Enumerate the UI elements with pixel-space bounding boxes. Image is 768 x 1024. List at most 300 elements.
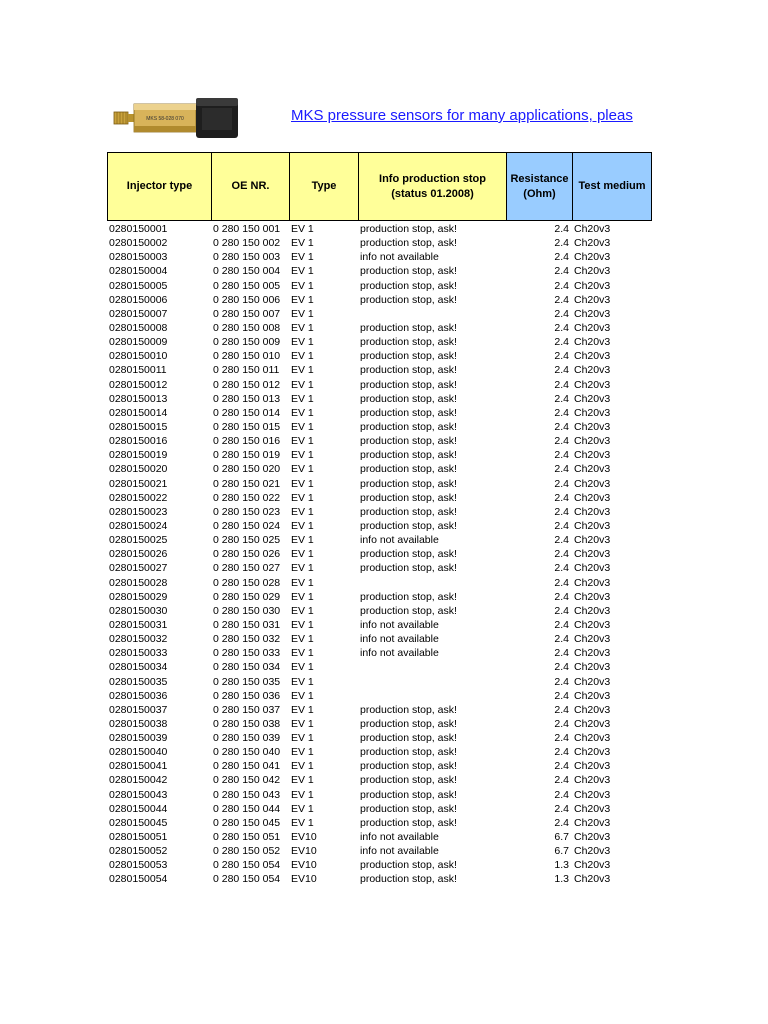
cell-type: EV 1	[291, 802, 314, 815]
table-row	[107, 434, 652, 448]
cell-test-medium: Ch20v3	[574, 293, 611, 306]
cell-test-medium: Ch20v3	[574, 350, 611, 363]
cell-oe-nr: 0 280 150 023	[213, 505, 281, 518]
cell-type: EV 1	[291, 251, 314, 264]
cell-type: EV 1	[291, 590, 314, 603]
cell-info: production stop, ask!	[360, 859, 457, 872]
cell-type: EV 1	[291, 675, 314, 688]
table-row	[107, 561, 652, 575]
cell-resistance: 2.4	[554, 548, 569, 561]
header-resistance-line2: (Ohm)	[523, 187, 556, 200]
cell-oe-nr: 0 280 150 003	[213, 251, 281, 264]
cell-info: production stop, ask!	[360, 604, 457, 617]
table-row	[107, 660, 652, 674]
cell-oe-nr: 0 280 150 031	[213, 618, 281, 631]
cell-injector-type: 0280150045	[109, 816, 168, 829]
cell-type: EV 1	[291, 307, 314, 320]
cell-resistance: 2.4	[554, 675, 569, 688]
cell-info: production stop, ask!	[360, 336, 457, 349]
table-row	[107, 349, 652, 363]
cell-injector-type: 0280150038	[109, 717, 168, 730]
cell-injector-type: 0280150037	[109, 703, 168, 716]
cell-test-medium: Ch20v3	[574, 491, 611, 504]
table-row	[107, 689, 652, 703]
cell-test-medium: Ch20v3	[574, 760, 611, 773]
cell-info: info not available	[360, 845, 439, 858]
cell-info: production stop, ask!	[360, 732, 457, 745]
cell-injector-type: 0280150023	[109, 505, 168, 518]
cell-test-medium: Ch20v3	[574, 703, 611, 716]
cell-resistance: 2.4	[554, 491, 569, 504]
table-row	[107, 618, 652, 632]
cell-resistance: 1.3	[554, 859, 569, 872]
cell-info: production stop, ask!	[360, 746, 457, 759]
cell-info: production stop, ask!	[360, 816, 457, 829]
header-resistance-line1: Resistance	[510, 172, 569, 185]
cell-oe-nr: 0 280 150 015	[213, 420, 281, 433]
cell-injector-type: 0280150034	[109, 661, 168, 674]
cell-info	[358, 576, 506, 590]
cell-info: production stop, ask!	[360, 279, 457, 292]
cell-resistance: 2.4	[554, 562, 569, 575]
cell-injector-type: 0280150010	[109, 350, 168, 363]
table-row	[107, 646, 652, 660]
cell-type: EV 1	[291, 576, 314, 589]
cell-resistance: 2.4	[554, 717, 569, 730]
table-row	[107, 858, 652, 872]
cell-oe-nr: 0 280 150 026	[213, 548, 281, 561]
cell-resistance: 2.4	[554, 590, 569, 603]
header-type: Type	[289, 152, 358, 221]
cell-oe-nr: 0 280 150 054	[213, 859, 281, 872]
cell-info: production stop, ask!	[360, 392, 457, 405]
cell-injector-type: 0280150053	[109, 859, 168, 872]
cell-oe-nr: 0 280 150 036	[213, 689, 281, 702]
cell-resistance: 2.4	[554, 420, 569, 433]
cell-type: EV 1	[291, 604, 314, 617]
cell-type: EV 1	[291, 689, 314, 702]
cell-info	[358, 660, 506, 674]
cell-oe-nr: 0 280 150 019	[213, 449, 281, 462]
cell-info: production stop, ask!	[360, 548, 457, 561]
table-row	[107, 675, 652, 689]
cell-test-medium: Ch20v3	[574, 321, 611, 334]
cell-oe-nr: 0 280 150 012	[213, 378, 281, 391]
cell-type: EV 1	[291, 774, 314, 787]
cell-resistance: 2.4	[554, 760, 569, 773]
cell-test-medium: Ch20v3	[574, 647, 611, 660]
table-row	[107, 392, 652, 406]
cell-info: production stop, ask!	[360, 364, 457, 377]
table-row	[107, 236, 652, 250]
cell-type: EV 1	[291, 661, 314, 674]
table-row	[107, 321, 652, 335]
cell-type: EV 1	[291, 406, 314, 419]
cell-type: EV 1	[291, 237, 314, 250]
table-row	[107, 802, 652, 816]
table-row	[107, 519, 652, 533]
cell-resistance: 2.4	[554, 604, 569, 617]
cell-test-medium: Ch20v3	[574, 307, 611, 320]
cell-injector-type: 0280150001	[109, 223, 168, 235]
table-row	[107, 406, 652, 420]
cell-injector-type: 0280150006	[109, 293, 168, 306]
cell-oe-nr: 0 280 150 032	[213, 633, 281, 646]
cell-oe-nr: 0 280 150 021	[213, 477, 281, 490]
cell-injector-type: 0280150051	[109, 831, 168, 844]
table-row	[107, 462, 652, 476]
cell-injector-type: 0280150020	[109, 463, 168, 476]
cell-test-medium: Ch20v3	[574, 633, 611, 646]
cell-oe-nr: 0 280 150 037	[213, 703, 281, 716]
cell-resistance: 2.4	[554, 816, 569, 829]
table-row	[107, 378, 652, 392]
cell-injector-type: 0280150003	[109, 251, 168, 264]
cell-type: EV 1	[291, 717, 314, 730]
cell-test-medium: Ch20v3	[574, 562, 611, 575]
cell-oe-nr: 0 280 150 014	[213, 406, 281, 419]
cell-oe-nr: 0 280 150 028	[213, 576, 281, 589]
cell-test-medium: Ch20v3	[574, 604, 611, 617]
cell-type: EV 1	[291, 265, 314, 278]
cell-type: EV 1	[291, 321, 314, 334]
cell-test-medium: Ch20v3	[574, 519, 611, 532]
cell-oe-nr: 0 280 150 034	[213, 661, 281, 674]
table-row	[107, 717, 652, 731]
cell-resistance: 2.4	[554, 576, 569, 589]
cell-type: EV 1	[291, 633, 314, 646]
table-row	[107, 363, 652, 377]
cell-test-medium: Ch20v3	[574, 831, 611, 844]
table-row	[107, 448, 652, 462]
cell-type: EV 1	[291, 788, 314, 801]
cell-type: EV 1	[291, 505, 314, 518]
cell-test-medium: Ch20v3	[574, 675, 611, 688]
cell-resistance: 2.4	[554, 350, 569, 363]
header-info-production-stop	[358, 152, 506, 221]
cell-info	[358, 675, 506, 689]
cell-resistance: 2.4	[554, 307, 569, 320]
cell-info: production stop, ask!	[360, 449, 457, 462]
cell-injector-type: 0280150029	[109, 590, 168, 603]
cell-injector-type: 0280150054	[109, 873, 168, 886]
table-row	[107, 731, 652, 745]
cell-oe-nr: 0 280 150 004	[213, 265, 281, 278]
header-injector-type: Injector type	[107, 152, 211, 221]
cell-test-medium: Ch20v3	[574, 265, 611, 278]
cell-resistance: 2.4	[554, 703, 569, 716]
cell-injector-type: 0280150015	[109, 420, 168, 433]
cell-oe-nr: 0 280 150 054	[213, 873, 281, 886]
cell-oe-nr: 0 280 150 024	[213, 519, 281, 532]
cell-type: EV 1	[291, 223, 314, 235]
table-row	[107, 279, 652, 293]
cell-type: EV 1	[291, 618, 314, 631]
cell-resistance: 6.7	[554, 845, 569, 858]
banner-link[interactable]: MKS pressure sensors for many applications, pleas	[291, 107, 633, 124]
table-row	[107, 590, 652, 604]
cell-info: production stop, ask!	[360, 435, 457, 448]
cell-test-medium: Ch20v3	[574, 788, 611, 801]
cell-type: EV 1	[291, 364, 314, 377]
cell-info: production stop, ask!	[360, 237, 457, 250]
cell-info: production stop, ask!	[360, 420, 457, 433]
cell-info: production stop, ask!	[360, 519, 457, 532]
table-row	[107, 420, 652, 434]
table-row	[107, 477, 652, 491]
cell-type: EV 1	[291, 477, 314, 490]
cell-type: EV 1	[291, 519, 314, 532]
cell-type: EV 1	[291, 435, 314, 448]
cell-oe-nr: 0 280 150 001	[213, 223, 281, 235]
cell-injector-type: 0280150016	[109, 435, 168, 448]
header-info-line2: (status 01.2008)	[391, 187, 474, 200]
cell-oe-nr: 0 280 150 041	[213, 760, 281, 773]
table-row	[107, 222, 652, 236]
cell-injector-type: 0280150039	[109, 732, 168, 745]
cell-resistance: 2.4	[554, 336, 569, 349]
cell-test-medium: Ch20v3	[574, 746, 611, 759]
cell-resistance: 2.4	[554, 802, 569, 815]
table-row	[107, 533, 652, 547]
cell-type: EV 1	[291, 647, 314, 660]
cell-injector-type: 0280150028	[109, 576, 168, 589]
cell-type: EV 1	[291, 336, 314, 349]
table-row	[107, 335, 652, 349]
header-info-line1: Info production stop	[379, 172, 486, 185]
cell-type: EV 1	[291, 350, 314, 363]
cell-info: production stop, ask!	[360, 463, 457, 476]
cell-info: info not available	[360, 251, 439, 264]
cell-test-medium: Ch20v3	[574, 717, 611, 730]
cell-injector-type: 0280150042	[109, 774, 168, 787]
table-row	[107, 844, 652, 858]
cell-oe-nr: 0 280 150 002	[213, 237, 281, 250]
cell-type: EV 1	[291, 463, 314, 476]
cell-test-medium: Ch20v3	[574, 237, 611, 250]
cell-oe-nr: 0 280 150 039	[213, 732, 281, 745]
cell-type: EV 1	[291, 562, 314, 575]
cell-info: info not available	[360, 831, 439, 844]
cell-info: production stop, ask!	[360, 321, 457, 334]
cell-test-medium: Ch20v3	[574, 816, 611, 829]
cell-oe-nr: 0 280 150 033	[213, 647, 281, 660]
cell-oe-nr: 0 280 150 027	[213, 562, 281, 575]
cell-resistance: 6.7	[554, 831, 569, 844]
cell-test-medium: Ch20v3	[574, 364, 611, 377]
cell-oe-nr: 0 280 150 010	[213, 350, 281, 363]
table-row	[107, 703, 652, 717]
cell-info: production stop, ask!	[360, 293, 457, 306]
cell-test-medium: Ch20v3	[574, 590, 611, 603]
cell-test-medium: Ch20v3	[574, 845, 611, 858]
table-row	[107, 505, 652, 519]
cell-resistance: 2.4	[554, 618, 569, 631]
cell-oe-nr: 0 280 150 052	[213, 845, 281, 858]
cell-resistance: 2.4	[554, 647, 569, 660]
cell-resistance: 2.4	[554, 279, 569, 292]
table-row	[107, 250, 652, 264]
cell-test-medium: Ch20v3	[574, 618, 611, 631]
cell-resistance: 2.4	[554, 364, 569, 377]
cell-type: EV 1	[291, 378, 314, 391]
cell-injector-type: 0280150014	[109, 406, 168, 419]
cell-type: EV 1	[291, 449, 314, 462]
cell-info	[358, 689, 506, 703]
cell-info: production stop, ask!	[360, 406, 457, 419]
cell-type: EV 1	[291, 816, 314, 829]
cell-oe-nr: 0 280 150 022	[213, 491, 281, 504]
table-row	[107, 264, 652, 278]
cell-injector-type: 0280150007	[109, 307, 168, 320]
cell-resistance: 2.4	[554, 689, 569, 702]
cell-resistance: 2.4	[554, 223, 569, 235]
cell-type: EV 1	[291, 732, 314, 745]
cell-test-medium: Ch20v3	[574, 802, 611, 815]
cell-oe-nr: 0 280 150 011	[213, 364, 280, 377]
cell-oe-nr: 0 280 150 029	[213, 590, 281, 603]
cell-resistance: 2.4	[554, 505, 569, 518]
table-row	[107, 491, 652, 505]
cell-resistance: 2.4	[554, 321, 569, 334]
cell-oe-nr: 0 280 150 009	[213, 336, 281, 349]
cell-resistance: 2.4	[554, 293, 569, 306]
cell-type: EV 1	[291, 420, 314, 433]
cell-resistance: 1.3	[554, 873, 569, 886]
cell-resistance: 2.4	[554, 477, 569, 490]
header-test-medium: Test medium	[572, 152, 652, 221]
cell-test-medium: Ch20v3	[574, 378, 611, 391]
cell-resistance: 2.4	[554, 449, 569, 462]
cell-oe-nr: 0 280 150 020	[213, 463, 281, 476]
cell-injector-type: 0280150030	[109, 604, 168, 617]
cell-info: production stop, ask!	[360, 477, 457, 490]
cell-test-medium: Ch20v3	[574, 859, 611, 872]
cell-oe-nr: 0 280 150 025	[213, 534, 281, 547]
table-row	[107, 872, 652, 886]
cell-injector-type: 0280150027	[109, 562, 168, 575]
cell-oe-nr: 0 280 150 045	[213, 816, 281, 829]
cell-type: EV 1	[291, 703, 314, 716]
cell-info: production stop, ask!	[360, 717, 457, 730]
cell-oe-nr: 0 280 150 006	[213, 293, 281, 306]
cell-info: production stop, ask!	[360, 505, 457, 518]
cell-injector-type: 0280150033	[109, 647, 168, 660]
cell-oe-nr: 0 280 150 051	[213, 831, 281, 844]
cell-info: info not available	[360, 618, 439, 631]
cell-injector-type: 0280150009	[109, 336, 168, 349]
cell-info	[358, 307, 506, 321]
table-row	[107, 604, 652, 618]
cell-info: production stop, ask!	[360, 350, 457, 363]
table-row	[107, 307, 652, 321]
cell-injector-type: 0280150008	[109, 321, 168, 334]
cell-resistance: 2.4	[554, 661, 569, 674]
sensor-label: MKS 58-028 070	[146, 116, 184, 122]
cell-oe-nr: 0 280 150 042	[213, 774, 281, 787]
cell-test-medium: Ch20v3	[574, 477, 611, 490]
cell-resistance: 2.4	[554, 774, 569, 787]
cell-resistance: 2.4	[554, 406, 569, 419]
table-row	[107, 632, 652, 646]
cell-injector-type: 0280150026	[109, 548, 168, 561]
cell-test-medium: Ch20v3	[574, 420, 611, 433]
cell-injector-type: 0280150022	[109, 491, 168, 504]
cell-test-medium: Ch20v3	[574, 279, 611, 292]
cell-type: EV 1	[291, 760, 314, 773]
cell-info: production stop, ask!	[360, 562, 457, 575]
cell-info: production stop, ask!	[360, 802, 457, 815]
cell-resistance: 2.4	[554, 746, 569, 759]
cell-info: production stop, ask!	[360, 760, 457, 773]
cell-type: EV 1	[291, 534, 314, 547]
cell-injector-type: 0280150004	[109, 265, 168, 278]
table-row	[107, 830, 652, 844]
cell-injector-type: 0280150025	[109, 534, 168, 547]
cell-injector-type: 0280150024	[109, 519, 168, 532]
cell-test-medium: Ch20v3	[574, 223, 611, 235]
cell-test-medium: Ch20v3	[574, 392, 611, 405]
cell-injector-type: 0280150040	[109, 746, 168, 759]
cell-info: info not available	[360, 647, 439, 660]
cell-resistance: 2.4	[554, 463, 569, 476]
cell-oe-nr: 0 280 150 016	[213, 435, 281, 448]
cell-oe-nr: 0 280 150 013	[213, 392, 281, 405]
cell-test-medium: Ch20v3	[574, 505, 611, 518]
cell-injector-type: 0280150044	[109, 802, 168, 815]
pressure-sensor-image	[112, 94, 242, 144]
cell-test-medium: Ch20v3	[574, 689, 611, 702]
header-oe-nr: OE NR.	[211, 152, 289, 221]
cell-injector-type: 0280150043	[109, 788, 168, 801]
cell-resistance: 2.4	[554, 237, 569, 250]
cell-info: production stop, ask!	[360, 590, 457, 603]
cell-test-medium: Ch20v3	[574, 406, 611, 419]
cell-injector-type: 0280150036	[109, 689, 168, 702]
cell-info: production stop, ask!	[360, 265, 457, 278]
table-row	[107, 788, 652, 802]
table-row	[107, 773, 652, 787]
cell-test-medium: Ch20v3	[574, 463, 611, 476]
cell-info: info not available	[360, 633, 439, 646]
cell-injector-type: 0280150011	[109, 364, 167, 377]
cell-oe-nr: 0 280 150 038	[213, 717, 281, 730]
table-row	[107, 547, 652, 561]
cell-info: info not available	[360, 534, 439, 547]
cell-oe-nr: 0 280 150 043	[213, 788, 281, 801]
cell-injector-type: 0280150032	[109, 633, 168, 646]
cell-injector-type: 0280150005	[109, 279, 168, 292]
cell-test-medium: Ch20v3	[574, 251, 611, 264]
cell-test-medium: Ch20v3	[574, 534, 611, 547]
cell-info: production stop, ask!	[360, 788, 457, 801]
cell-injector-type: 0280150002	[109, 237, 168, 250]
cell-resistance: 2.4	[554, 392, 569, 405]
header-resistance	[506, 152, 572, 221]
cell-resistance: 2.4	[554, 788, 569, 801]
table-row	[107, 293, 652, 307]
cell-test-medium: Ch20v3	[574, 435, 611, 448]
cell-resistance: 2.4	[554, 534, 569, 547]
banner-title	[291, 106, 653, 128]
cell-test-medium: Ch20v3	[574, 661, 611, 674]
cell-test-medium: Ch20v3	[574, 548, 611, 561]
cell-resistance: 2.4	[554, 732, 569, 745]
cell-type: EV 1	[291, 279, 314, 292]
cell-resistance: 2.4	[554, 265, 569, 278]
cell-type: EV10	[291, 831, 317, 844]
cell-resistance: 2.4	[554, 251, 569, 264]
